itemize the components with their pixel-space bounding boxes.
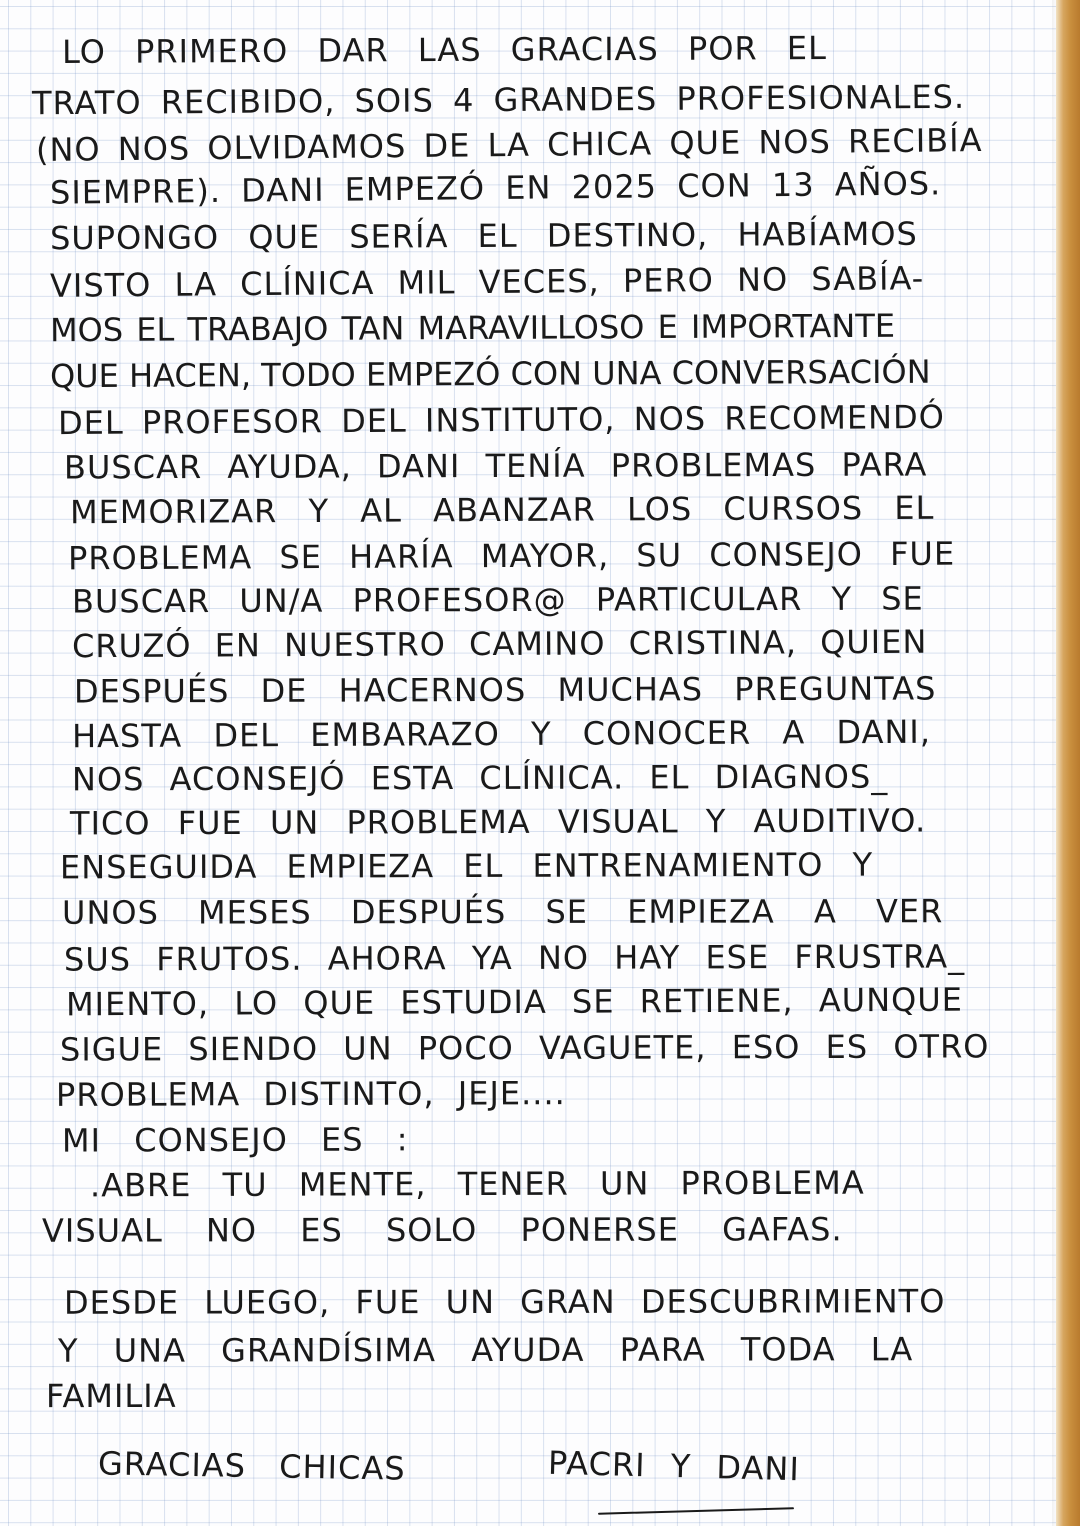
letter-line-15: DESPUÉS DE HACERNOS MUCHAS PREGUNTAS	[73, 669, 937, 711]
letter-line-27: VISUAL NO ES SOLO PONERSE GAFAS.	[41, 1210, 843, 1250]
letter-line-18: TICO FUE UN PROBLEMA VISUAL Y AUDITIVO.	[69, 801, 927, 843]
letter-line-14: CRUZÓ EN NUESTRO CAMINO CRISTINA, QUIEN	[71, 622, 928, 666]
letter-line-7: MOS EL TRABAJO TAN MARAVILLOSO E IMPORTANTE	[49, 306, 896, 350]
letter-line-12: PROBLEMA SE HARÍA MAYOR, SU CONSEJO FUE	[67, 534, 956, 578]
letter-line-1: LO PRIMERO DAR LAS GRACIAS POR EL	[61, 28, 828, 72]
letter-line-8: QUE HACEN, TODO EMPEZÓ CON UNA CONVERSACIÓN	[49, 352, 931, 396]
letter-line-22: MIENTO, LO QUE ESTUDIA SE RETIENE, AUNQUE	[65, 980, 963, 1024]
letter-line-10: BUSCAR AYUDA, DANI TENÍA PROBLEMAS PARA	[63, 445, 928, 487]
letter-line-16: HASTA DEL EMBARAZO Y CONOCER A DANI,	[71, 712, 932, 756]
letter-line-20: UNOS MESES DESPUÉS SE EMPIEZA A VER	[61, 892, 944, 932]
closing-thanks: GRACIAS CHICAS	[97, 1444, 406, 1488]
letter-line-4: SIEMPRE). DANI EMPEZÓ EN 2025 CON 13 AÑOS.	[49, 164, 942, 212]
signature: PACRI Y DANI	[547, 1443, 801, 1489]
letter-line-23: SIGUE SIENDO UN POCO VAGUETE, ESO ES OTRO	[59, 1027, 990, 1069]
letter-line-30: FAMILIA	[45, 1376, 177, 1416]
letter-line-24: PROBLEMA DISTINTO, JEJE....	[55, 1074, 566, 1114]
letter-line-11: MEMORIZAR Y AL ABANZAR LOS CURSOS EL	[69, 488, 935, 532]
letter-line-5: SUPONGO QUE SERÍA EL DESTINO, HABÍAMOS	[49, 214, 918, 258]
letter-line-26: .ABRE TU MENTE, TENER UN PROBLEMA	[89, 1163, 865, 1205]
letter-line-29: Y UNA GRANDÍSIMA AYUDA PARA TODA LA	[57, 1330, 914, 1370]
desk-background-edge	[1056, 0, 1080, 1526]
letter-line-17: NOS ACONSEJÓ ESTA CLÍNICA. EL DIAGNOS_	[71, 757, 889, 799]
letter-line-25: MI CONSEJO ES :	[61, 1120, 409, 1160]
letter-line-21: SUS FRUTOS. AHORA YA NO HAY ESE FRUSTRA_	[63, 937, 966, 979]
letter-line-2: TRATO RECIBIDO, SOIS 4 GRANDES PROFESIONALES.	[31, 77, 966, 123]
letter-line-13: BUSCAR UN/A PROFESOR@ PARTICULAR Y SE	[71, 579, 924, 621]
letter-line-19: ENSEGUIDA EMPIEZA EL ENTRENAMIENTO Y	[59, 845, 874, 887]
letter-line-28: DESDE LUEGO, FUE UN GRAN DESCUBRIMIENTO	[63, 1282, 946, 1322]
signature-underline	[598, 1507, 794, 1514]
letter-line-6: VISTO LA CLÍNICA MIL VECES, PERO NO SABÍA-	[49, 259, 925, 305]
letter-line-9: DEL PROFESOR DEL INSTITUTO, NOS RECOMENDÓ	[57, 397, 945, 443]
letter-line-3: (NO NOS OLVIDAMOS DE LA CHICA QUE NOS RECIBÍA	[35, 121, 983, 169]
